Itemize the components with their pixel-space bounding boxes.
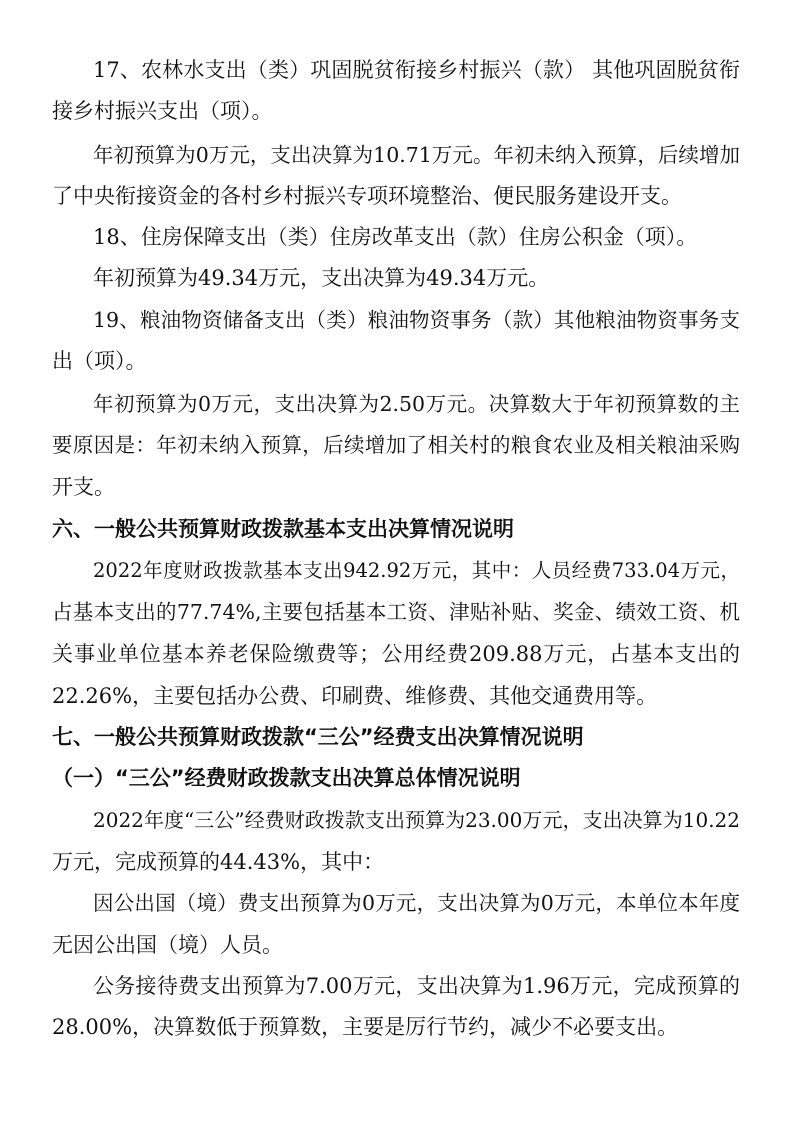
item-19-body-line-1: 年初预算为0万元，支出决算为2.50万元。决算数大于年初预算数的主 xyxy=(93,392,740,416)
item-17-title-line-1: 17、农林水支出（类）巩固脱贫衔接乡村振兴（款） 其他巩固脱贫衔 xyxy=(93,58,740,82)
section-7-1-body-line-2: 万元，完成预算的44.43%，其中： xyxy=(52,850,385,874)
reception-expense-line-1: 公务接待费支出预算为7.00万元，支出决算为1.96万元，完成预算的 xyxy=(93,974,740,998)
item-17-body-line-2: 了中央衔接资金的各村乡村振兴专项环境整治、便民服务建设开支。 xyxy=(52,184,682,208)
item-18-title: 18、住房保障支出（类）住房改革支出（款）住房公积金（项）。 xyxy=(93,225,698,249)
section-7-1-body-line-1: 2022年度“三公”经费财政拨款支出预算为23.00万元，支出决算为10.22 xyxy=(93,808,740,832)
section-7-heading: 七、一般公共预算财政拨款“三公”经费支出决算情况说明 xyxy=(52,725,584,749)
item-19-body-line-2: 要原因是：年初未纳入预算，后续增加了相关村的粮食农业及相关粮油采购 xyxy=(52,433,740,457)
section-6-body-line-1: 2022年度财政拨款基本支出942.92万元，其中：人员经费733.04万元， xyxy=(93,559,740,582)
section-6-body-line-3: 关事业单位基本养老保险缴费等；公用经费209.88万元，占基本支出的 xyxy=(52,642,740,666)
section-7-1-heading: （一）“三公”经费财政拨款支出决算总体情况说明 xyxy=(52,766,521,790)
item-19-body-line-3: 开支。 xyxy=(52,475,115,499)
item-19-title-line-2: 出（项）。 xyxy=(52,349,147,373)
item-19-title-line-1: 19、粮油物资储备支出（类）粮油物资事务（款）其他粮油物资事务支 xyxy=(93,308,740,332)
item-17-title-line-2: 接乡村振兴支出（项）。 xyxy=(52,99,273,123)
section-6-heading: 六、一般公共预算财政拨款基本支出决算情况说明 xyxy=(52,517,514,541)
item-17-body-line-1: 年初预算为0万元，支出决算为10.71万元。年初未纳入预算，后续增加 xyxy=(93,143,740,167)
abroad-expense-line-2: 无因公出国（境）人员。 xyxy=(52,933,283,957)
abroad-expense-line-1: 因公出国（境）费支出预算为0万元，支出决算为0万元，本单位本年度 xyxy=(93,891,740,915)
section-6-body-line-2: 占基本支出的77.74%,主要包括基本工资、津贴补贴、奖金、绩效工资、机 xyxy=(52,600,740,624)
item-18-body: 年初预算为49.34万元，支出决算为49.34万元。 xyxy=(93,266,550,290)
section-6-body-line-4: 22.26%，主要包括办公费、印刷费、维修费、其他交通费用等。 xyxy=(52,684,658,708)
reception-expense-line-2: 28.00%，决算数低于预算数，主要是厉行节约，减少不必要支出。 xyxy=(52,1015,679,1039)
